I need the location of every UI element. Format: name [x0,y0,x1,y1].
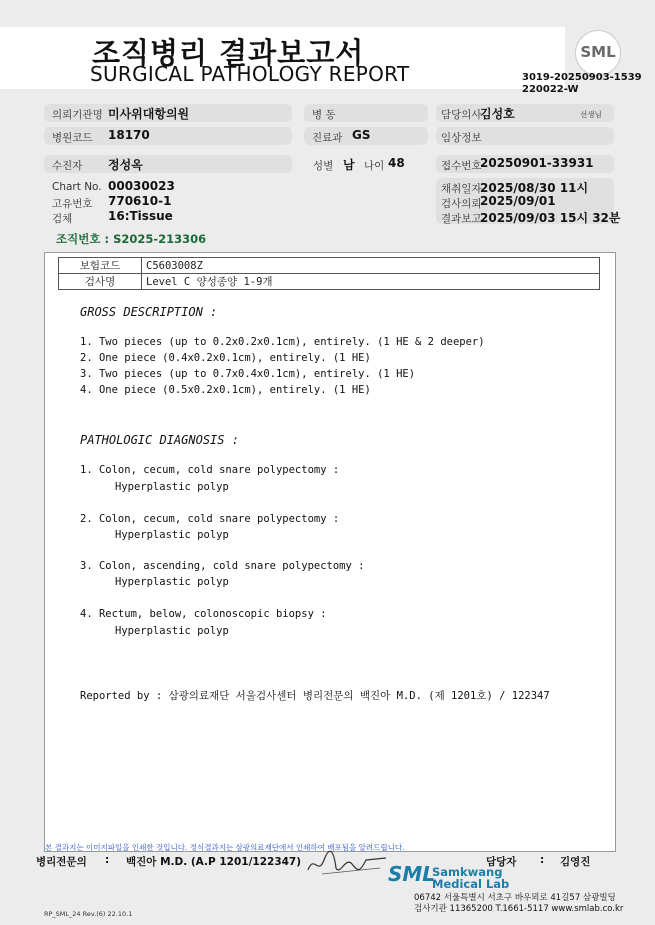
lab-address [414,893,623,915]
department-label: 진료과 [312,132,343,144]
pathologist-name: 백진아 M.D. (A.P 1201/122347) [126,856,302,868]
table-row [59,258,600,274]
diagnosis-site-1: 1. Colon, cecum, cold snare polypectomy : [80,464,340,476]
report-number [522,72,642,96]
hospital-code-label: 병원코드 [52,132,93,144]
doctor-suffix: 선생님 [580,110,602,119]
receipt-no-label: 접수번호 [441,160,482,172]
report-number-line1: 3019-20250903-1539 [522,72,642,83]
specimen-value: 16:Tissue [108,209,173,223]
pathologist-colon: : [105,854,110,866]
reported-by: Reported by : 삼광의료재단 서울검사센터 병리전문의 백진아 M.D. (제 1201호) / 122347 [80,690,550,702]
lab-address-line2: 검사기관 11365200 T.1661-5117 www.smlab.co.kr [414,904,624,914]
age-label: 나이 [364,160,385,172]
specimen-label: 검체 [52,213,73,225]
lab-name-line2: Medical Lab [432,877,510,891]
table-row [59,274,600,290]
gross-description-heading: GROSS DESCRIPTION : [80,305,218,319]
report-number-line2: 220022-W [522,84,579,95]
hospital-code-value: 18170 [108,128,150,142]
diagnosis-result-1: Hyperplastic polyp [115,481,229,493]
diagnosis-site-3: 3. Colon, ascending, cold snare polypectomy : [80,560,365,572]
gross-item-4: 4. One piece (0.5x0.2x0.1cm), entirely. (1 HE) [80,384,371,396]
report-date-label: 결과보고 [441,213,482,225]
sex-value: 남 [343,158,355,172]
institution-value: 미사위대항의원 [108,107,190,121]
chart-no-value: 00030023 [108,179,175,193]
report-title-english: SURGICAL PATHOLOGY REPORT [90,62,410,86]
lab-name-line1: Samkwang [432,865,503,879]
collection-date-label: 채취일자 [441,183,482,195]
request-date-label: 검사의뢰 [441,198,482,210]
test-code-table [58,257,600,290]
insurance-code-label: 보험코드 [59,258,142,274]
doctor-value: 김성호 [480,107,515,121]
diagnosis-result-3: Hyperplastic polyp [115,576,229,588]
doctor-label: 담당의사 [441,109,482,121]
age-value: 48 [388,156,405,170]
form-code: RP_SML_24 Rev.(6) 22.10.1 [44,910,133,918]
report-date-value: 2025/09/03 15시 32분 [480,211,621,225]
samkwang-logo-text: SML [388,862,436,886]
pathology-number-value: S2025-213306 [113,232,207,246]
manager-label: 담당자 [486,856,517,868]
signature-icon [300,846,390,882]
manager-colon: : [540,854,545,866]
pathology-number-label: 조직번호 : [56,232,110,246]
sex-label: 성별 [313,160,334,172]
lab-address-line1: 06742 서울특별시 서초구 바우뫼로 41길57 삼광빌딩 [414,893,616,903]
lab-name [432,866,509,890]
chart-no-label: Chart No. [52,181,102,193]
test-name-value: Level C 양성종양 1-9개 [142,274,600,290]
pathologist-label: 병리전문의 [36,856,87,868]
institution-label: 의뢰기관명 [52,109,103,121]
unique-no-label: 고유번호 [52,198,93,210]
request-date-value: 2025/09/01 [480,194,556,208]
sml-logo [575,30,621,76]
pathology-number [56,231,206,247]
gross-item-2: 2. One piece (0.4x0.2x0.1cm), entirely. (1 HE) [80,352,371,364]
diagnosis-site-4: 4. Rectum, below, colonoscopic biopsy : [80,608,327,620]
ward-label: 병 동 [312,109,336,121]
department-value: GS [352,128,371,142]
collection-date-value: 2025/08/30 11시 [480,181,589,195]
unique-no-value: 770610-1 [108,194,172,208]
manager-name: 김영진 [560,856,591,868]
print-notice: 본 결과지는 이미지파일을 인쇄한 것입니다. 정식결과지는 삼광의료재단에서 인쇄하여 배포됨을 알려드립니다. [45,843,405,852]
clinical-info-label: 임상정보 [441,132,482,144]
sml-logo-text: SML [580,43,616,61]
pathologic-diagnosis-heading: PATHOLOGIC DIAGNOSIS : [80,433,239,447]
insurance-code-value: C5603008Z [142,258,600,274]
receipt-no-value: 20250901-33931 [480,156,594,170]
patient-value: 정성옥 [108,158,143,172]
patient-label: 수진자 [52,160,83,172]
report-title-korean: 조직병리 결과보고서 [92,36,365,70]
gross-item-3: 3. Two pieces (up to 0.7x0.4x0.1cm), entirely. (1 HE) [80,368,416,380]
diagnosis-site-2: 2. Colon, cecum, cold snare polypectomy : [80,513,340,525]
diagnosis-result-4: Hyperplastic polyp [115,625,229,637]
diagnosis-result-2: Hyperplastic polyp [115,529,229,541]
samkwang-logo [388,862,435,886]
test-name-label: 검사명 [59,274,142,290]
gross-item-1: 1. Two pieces (up to 0.2x0.2x0.1cm), entirely. (1 HE & 2 deeper) [80,336,485,348]
